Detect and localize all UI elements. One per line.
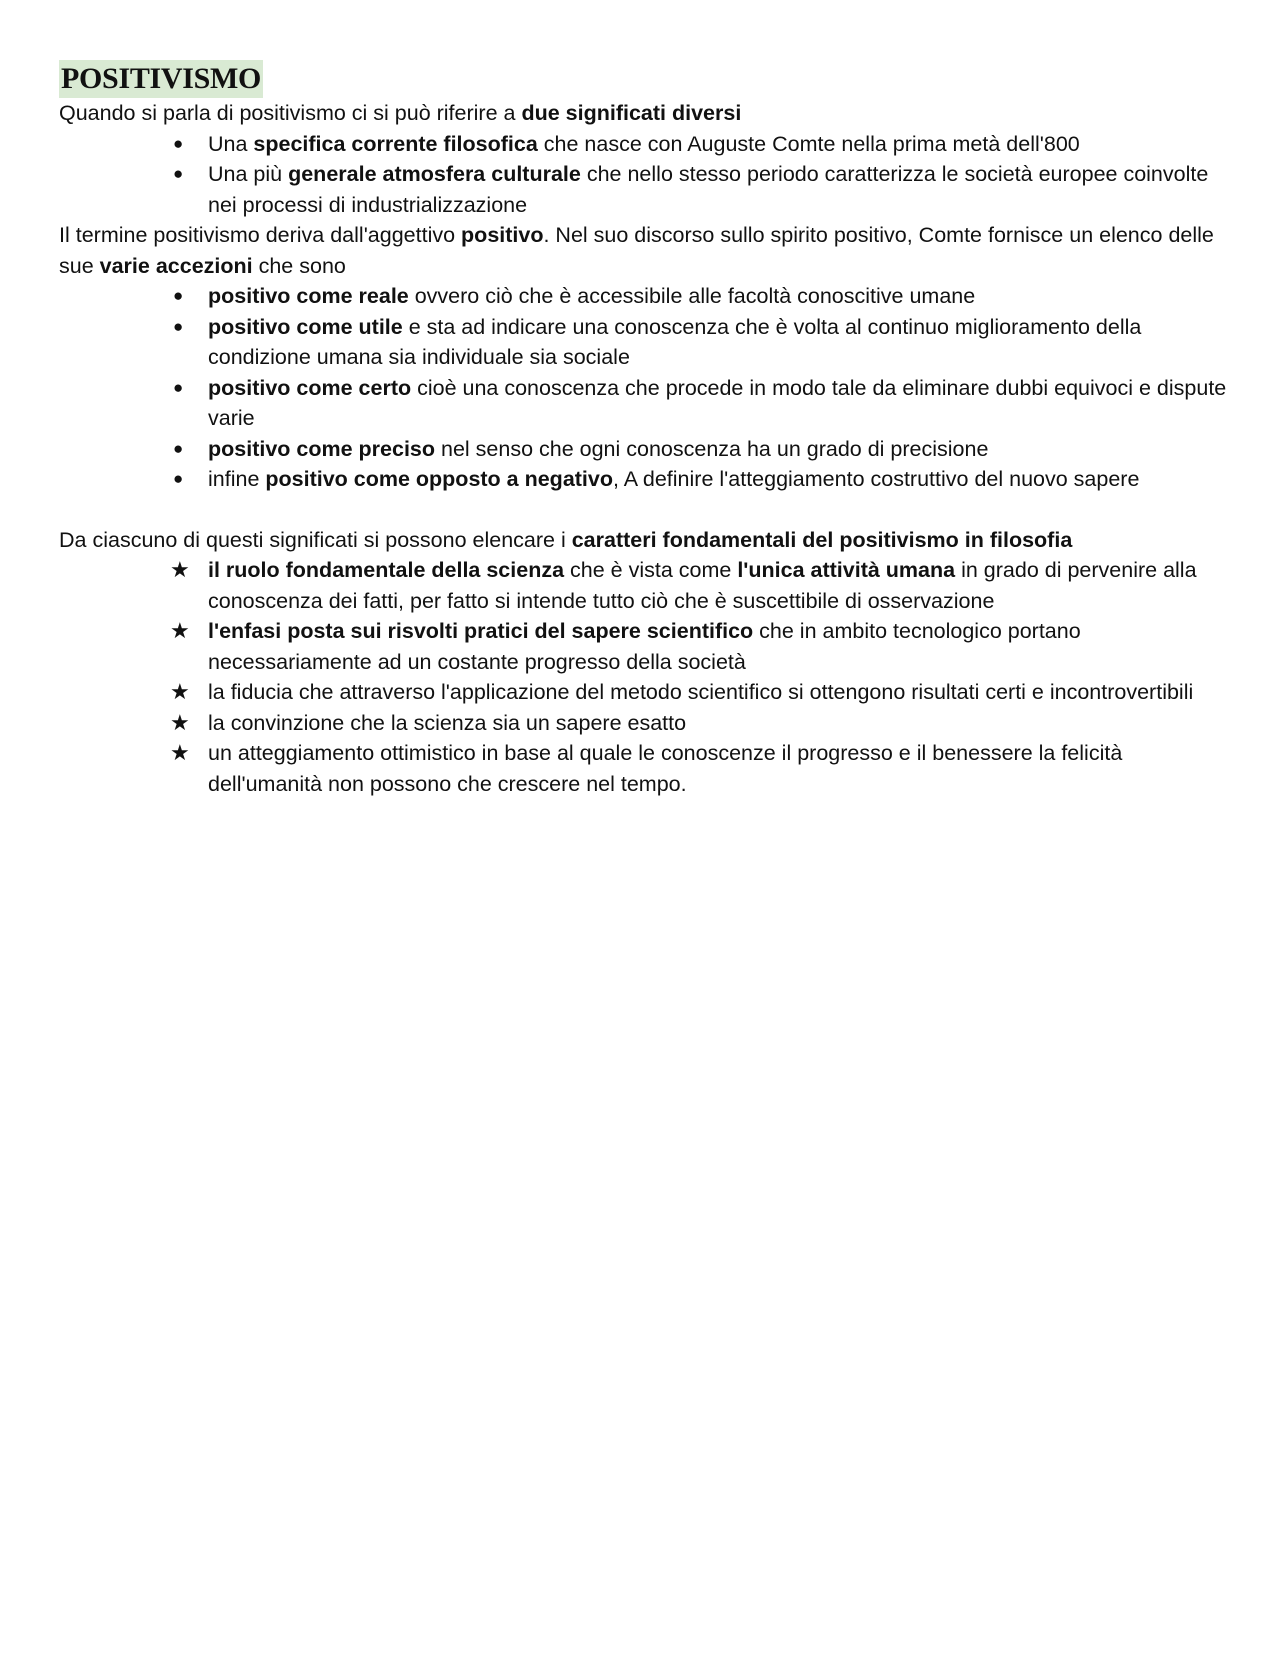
list-item bbox=[59, 129, 1229, 160]
list-item bbox=[59, 616, 1229, 677]
star-icon: ★ bbox=[170, 679, 190, 704]
list-item bbox=[59, 708, 1229, 739]
list-item bbox=[59, 738, 1229, 799]
text-span: che in ambito tecnologico portano necessariamente ad un costante progresso della società bbox=[208, 619, 1081, 674]
text-span: ovvero ciò che è accessibile alle facoltà conoscitive umane bbox=[408, 284, 976, 308]
bold-text: positivo come certo bbox=[208, 375, 412, 400]
intro-paragraph bbox=[59, 98, 1229, 129]
text-span: infine bbox=[208, 467, 266, 491]
text-span: un atteggiamento ottimistico in base al quale le conoscenze il progresso e il benessere la felicità dell'umanità non possono che crescere nel tempo. bbox=[208, 741, 1123, 796]
bold-text: varie accezioni bbox=[99, 253, 253, 278]
star-icon: ★ bbox=[170, 557, 190, 582]
text-span: che è vista come bbox=[564, 558, 738, 582]
caratteri-intro-paragraph bbox=[59, 525, 1229, 556]
bullet-icon: ● bbox=[173, 377, 184, 397]
text-span: cioè una conoscenza che procede in modo tale da eliminare dubbi equivoci e dispute varie bbox=[208, 375, 1227, 430]
page-title: POSITIVISMO bbox=[59, 60, 263, 98]
list-item bbox=[59, 159, 1229, 220]
list-item bbox=[59, 464, 1229, 495]
text-span: Da ciascuno di questi significati si possono elencare i bbox=[59, 527, 572, 552]
text-span: in grado di pervenire alla conoscenza dei fatti, per fatto si intende tutto ciò che è suscettibile di osservazione bbox=[208, 558, 1197, 613]
list-item bbox=[59, 555, 1229, 616]
bold-text: l'unica attività umana bbox=[737, 558, 956, 582]
star-icon: ★ bbox=[170, 618, 190, 643]
text-span: . Nel suo discorso sullo spirito positivo, Comte fornisce un elenco delle sue bbox=[59, 223, 1214, 278]
bullet-icon: ● bbox=[173, 164, 184, 183]
bold-text: l'enfasi posta sui risvolti pratici del sapere scientifico bbox=[208, 619, 754, 643]
list-item bbox=[59, 677, 1229, 708]
caratteri-list bbox=[59, 555, 1229, 799]
text-span: che nasce con Auguste Comte nella prima metà dell'800 bbox=[537, 131, 1080, 156]
bullet-icon: ● bbox=[173, 133, 184, 153]
text-span: Una più bbox=[208, 162, 289, 186]
list-item bbox=[59, 434, 1229, 465]
list-item bbox=[59, 312, 1229, 373]
bold-text: specifica corrente filosofica bbox=[253, 131, 538, 156]
bold-text: due significati diversi bbox=[521, 101, 742, 125]
text-span: che sono bbox=[252, 253, 346, 278]
text-span: Una bbox=[208, 131, 254, 156]
bullet-icon: ● bbox=[173, 316, 184, 336]
accezioni-list bbox=[59, 281, 1229, 495]
bold-text: positivo come preciso bbox=[208, 436, 436, 461]
bold-text: positivo come opposto a negativo bbox=[265, 467, 613, 491]
star-icon: ★ bbox=[170, 709, 190, 735]
text-span: e sta ad indicare una conoscenza che è volta al continuo miglioramento della condizione umana sia individuale sia sociale bbox=[208, 314, 1142, 369]
text-span: , A definire l'atteggiamento costruttivo del nuovo sapere bbox=[613, 467, 1140, 491]
list-item bbox=[59, 373, 1229, 434]
text-span: che nello stesso periodo caratterizza le società europee coinvolte nei processi di industrializzazione bbox=[208, 162, 1209, 217]
termine-paragraph bbox=[59, 220, 1229, 281]
text-span: la fiducia che attraverso l'applicazione del metodo scientifico si ottengono risultati certi e incontrovertibili bbox=[208, 680, 1194, 704]
document-page bbox=[59, 60, 1229, 799]
meanings-list bbox=[59, 129, 1229, 221]
bold-text: il ruolo fondamentale della scienza bbox=[208, 558, 565, 582]
bullet-icon: ● bbox=[173, 469, 184, 488]
bold-text: caratteri fondamentali del positivismo in filosofia bbox=[571, 527, 1073, 552]
bold-text: positivo come reale bbox=[208, 284, 409, 308]
text-span: Il termine positivismo deriva dall'aggettivo bbox=[59, 223, 462, 247]
bullet-icon: ● bbox=[173, 438, 184, 458]
text-span: nel senso che ogni conoscenza ha un grado di precisione bbox=[435, 436, 989, 461]
list-item bbox=[59, 281, 1229, 312]
bold-text: positivo bbox=[461, 223, 544, 247]
spacer bbox=[59, 495, 1229, 525]
star-icon: ★ bbox=[170, 740, 190, 765]
bold-text: generale atmosfera culturale bbox=[288, 162, 581, 186]
bold-text: positivo come utile bbox=[208, 314, 403, 339]
text-span: la convinzione che la scienza sia un sapere esatto bbox=[208, 710, 687, 735]
text-span: Quando si parla di positivismo ci si può riferire a bbox=[59, 101, 522, 125]
bullet-icon: ● bbox=[173, 286, 184, 305]
